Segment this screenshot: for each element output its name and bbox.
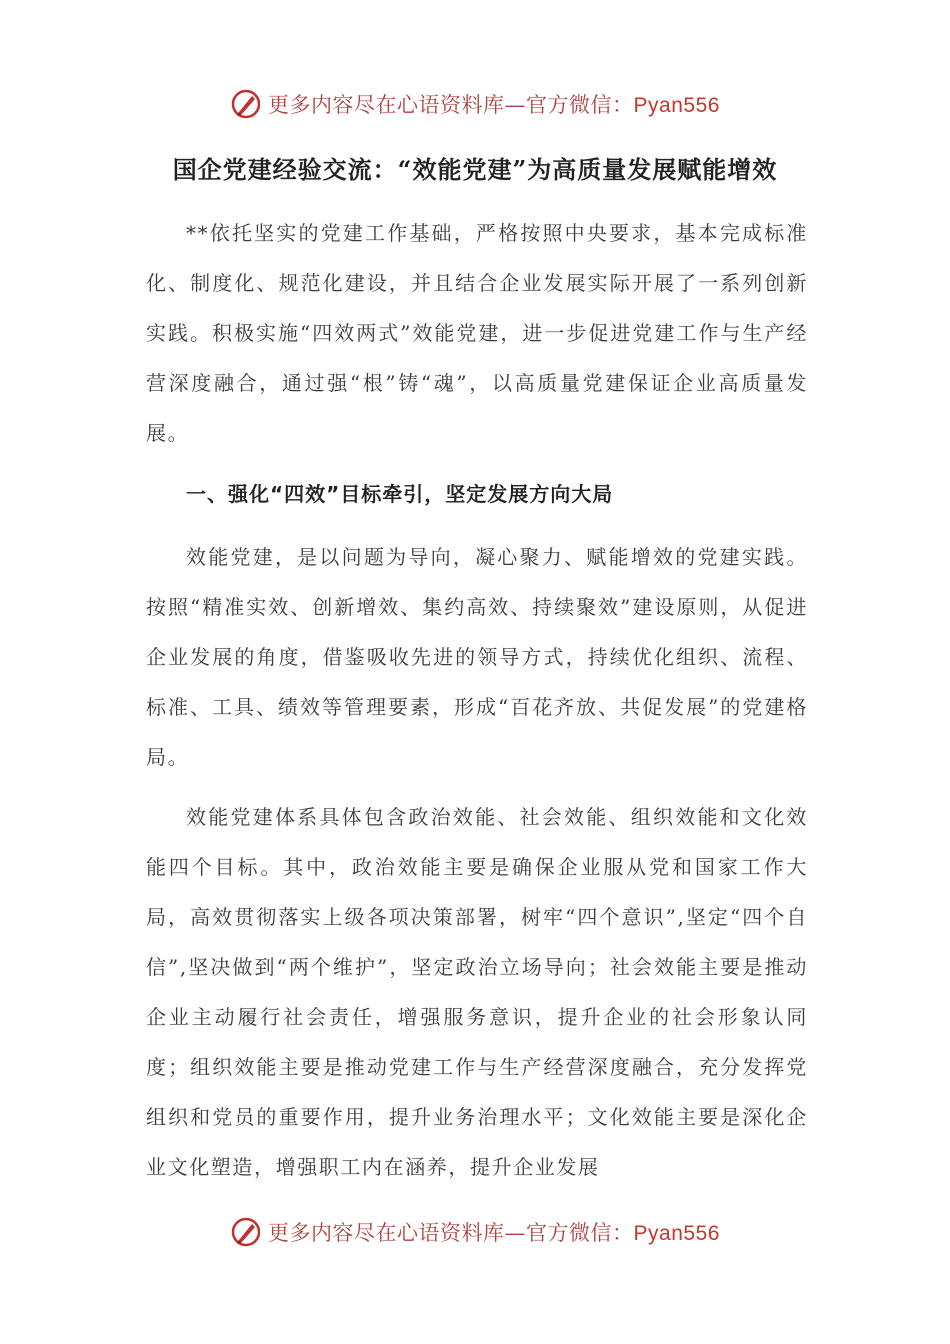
watermark-text bbox=[268, 1217, 720, 1247]
pen-logo-icon bbox=[230, 88, 262, 120]
watermark-prefix: 更多内容尽在心语资料库—官方微信： bbox=[268, 1221, 634, 1245]
intro-paragraph: **依托坚实的党建工作基础，严格按照中央要求，基本完成标准化、制度化、规范化建设，并且结合企业发展实际开展了一系列创新实践。积极实施“四效两式”效能党建，进一步促进党建工作与生产经营深度融合，通过强“根”铸“魂”，以高质量党建保证企业高质量发展。 bbox=[146, 221, 808, 445]
footer-watermark bbox=[0, 1214, 950, 1250]
watermark-text bbox=[268, 89, 720, 119]
section-heading: 一、强化“四效”目标牵引，坚定发展方向大局 bbox=[186, 482, 614, 506]
pen-logo-icon bbox=[230, 1216, 262, 1248]
header-watermark bbox=[0, 86, 950, 122]
document-title: 国企党建经验交流：“效能党建”为高质量发展赋能增效 bbox=[172, 155, 778, 184]
watermark-prefix: 更多内容尽在心语资料库—官方微信： bbox=[268, 93, 634, 117]
watermark-wechat-id: Pyan556 bbox=[633, 1222, 720, 1245]
body-paragraph: 效能党建，是以问题为导向，凝心聚力、赋能增效的党建实践。按照“精准实效、创新增效、集约高效、持续聚效”建设原则，从促进企业发展的角度，借鉴吸收先进的领导方式，持续优化组织、流程、标准、工具、绩效等管理要素，形成“百花齐放、共促发展”的党建格局。 bbox=[146, 545, 808, 769]
body-paragraph: 效能党建体系具体包含政治效能、社会效能、组织效能和文化效能四个目标。其中，政治效能主要是确保企业服从党和国家工作大局，高效贯彻落实上级各项决策部署，树牢“四个意识”,坚定“四个自信”,坚决做到“两个维护”，坚定政治立场导向；社会效能主要是推动企业主动履行社会责任，增强服务意识，提升企业的社会形象认同度；组织效能主要是推动党建工作与生产经营深度融合，充分发挥党组织和党员的重要作用，提升业务治理水平；文化效能主要是深化企业文化塑造，增强职工内在涵养，提升企业发展 bbox=[146, 805, 808, 1179]
watermark-wechat-id: Pyan556 bbox=[633, 94, 720, 117]
